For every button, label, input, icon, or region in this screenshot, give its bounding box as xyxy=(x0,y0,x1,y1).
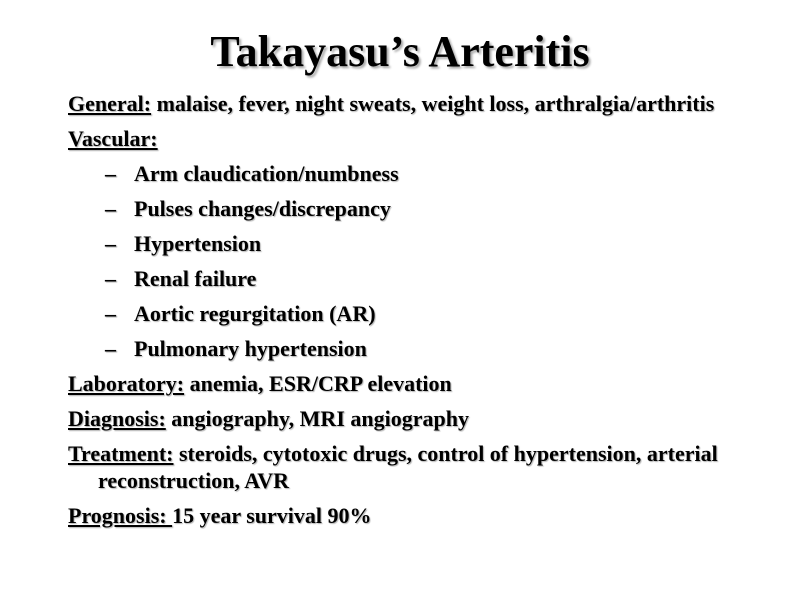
treatment-text: steroids, cytotoxic drugs, control of hypertension, arterial reconstruction, AVR xyxy=(98,441,718,493)
prognosis-item xyxy=(68,502,768,529)
laboratory-text: anemia, ESR/CRP elevation xyxy=(184,371,452,396)
treatment-label: Treatment: xyxy=(68,441,174,466)
diagnosis-item xyxy=(68,405,768,432)
prognosis-label: Prognosis: xyxy=(68,503,173,528)
laboratory-label: Laboratory: xyxy=(68,371,185,396)
dash-bullet: – xyxy=(105,266,116,291)
vascular-subitem xyxy=(105,300,768,327)
vascular-subitem xyxy=(105,265,768,292)
vascular-subitem xyxy=(105,195,768,222)
diagnosis-text: angiography, MRI angiography xyxy=(165,406,469,431)
vascular-subitem-text: Aortic regurgitation (AR) xyxy=(134,301,376,326)
vascular-subitem xyxy=(105,230,768,257)
vascular-subitem-text: Arm claudication/numbness xyxy=(134,161,399,186)
treatment-item xyxy=(68,440,768,494)
vascular-subitem-text: Pulmonary hypertension xyxy=(134,336,367,361)
general-item xyxy=(68,90,768,117)
dash-bullet: – xyxy=(105,231,116,256)
vascular-subitem-text: Renal failure xyxy=(134,266,257,291)
vascular-item xyxy=(68,125,768,152)
vascular-subitem-text: Hypertension xyxy=(134,231,262,256)
dash-bullet: – xyxy=(105,336,116,361)
vascular-subitem-text: Pulses changes/discrepancy xyxy=(134,196,391,221)
vascular-subitem xyxy=(105,160,768,187)
vascular-label: Vascular: xyxy=(68,126,158,151)
general-text: malaise, fever, night sweats, weight loss, arthralgia/arthritis xyxy=(151,91,715,116)
diagnosis-label: Diagnosis: xyxy=(68,406,166,431)
dash-bullet: – xyxy=(105,301,116,326)
general-label: General: xyxy=(68,91,152,116)
prognosis-text: 15 year survival 90% xyxy=(172,503,372,528)
dash-bullet: – xyxy=(105,161,116,186)
slide-body xyxy=(68,90,768,529)
vascular-subitem xyxy=(105,335,768,362)
dash-bullet: – xyxy=(105,196,116,221)
laboratory-item xyxy=(68,370,768,397)
slide-title: Takayasu’s Arteritis xyxy=(210,27,590,76)
